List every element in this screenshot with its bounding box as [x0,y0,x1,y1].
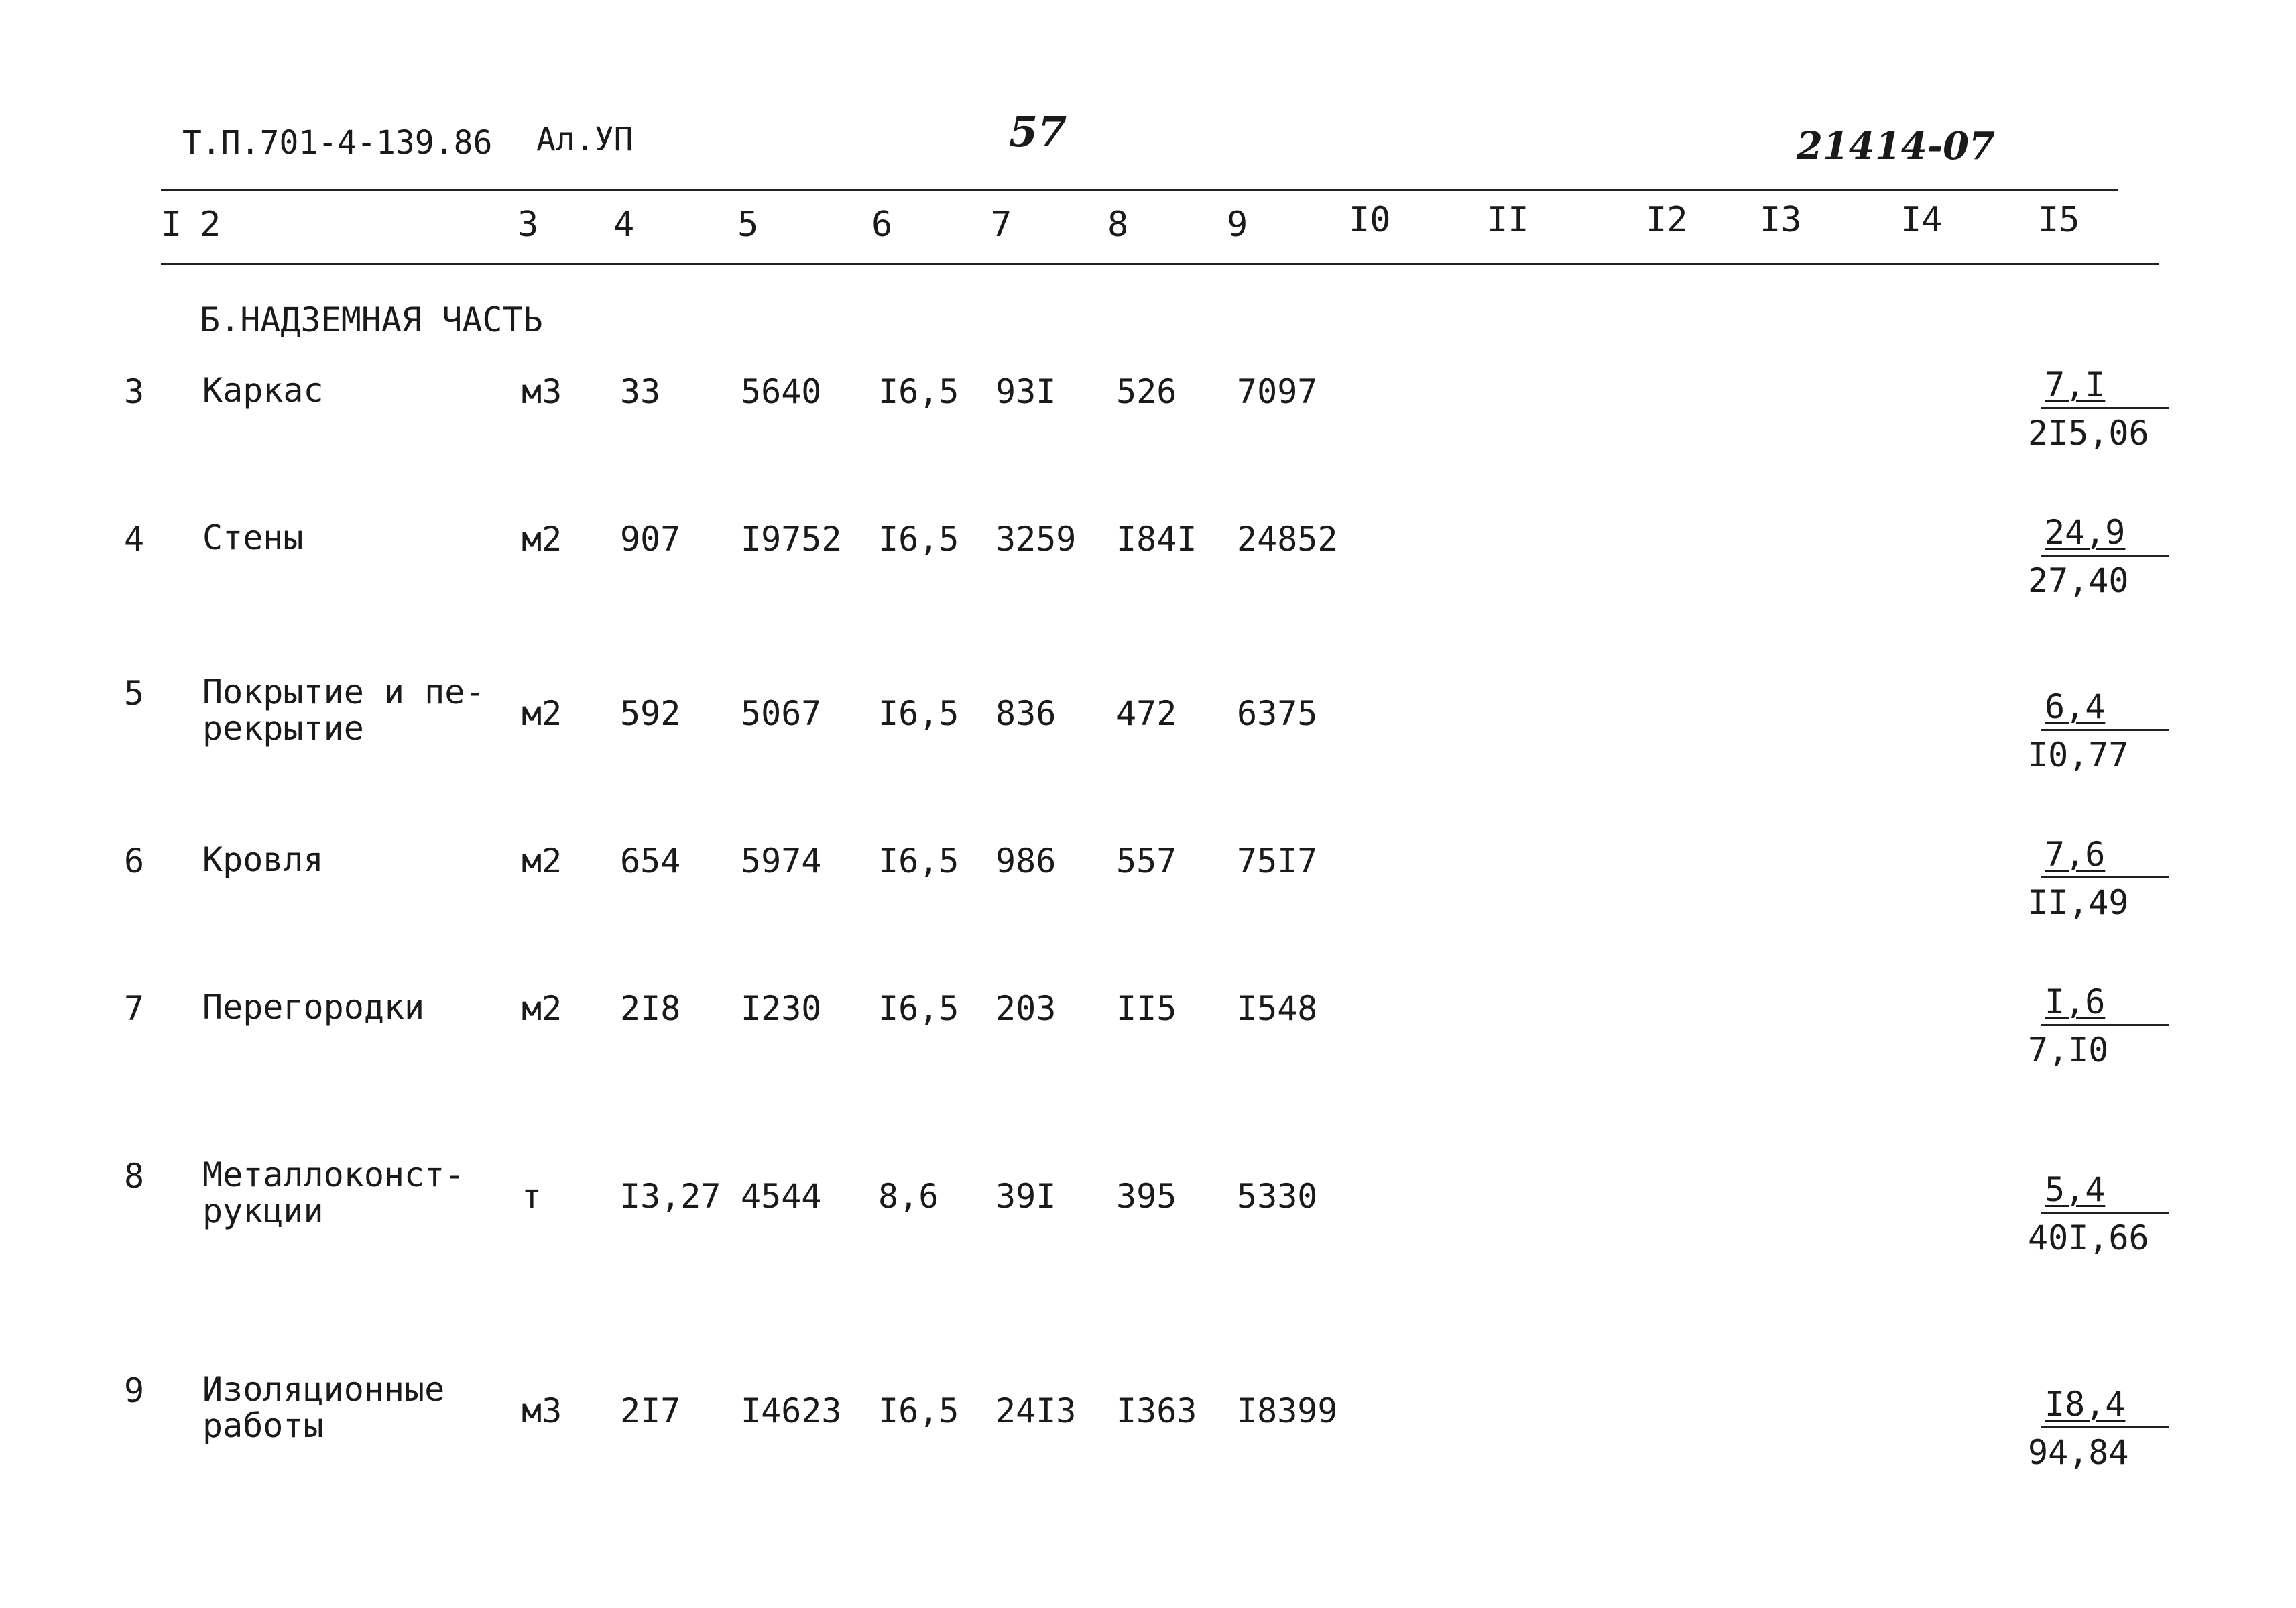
row-number: 5 [124,674,145,713]
row-name: Изоляционные работы [202,1370,445,1445]
column-number: I2 [1646,200,1688,240]
fraction-line [2041,1426,2169,1428]
cell-c8: I84I [1116,520,1197,559]
cell-unit: м2 [522,989,562,1028]
column-number: I5 [2038,200,2080,240]
cell-unit: м2 [522,520,562,559]
fraction-numerator: 5,4 [2045,1170,2106,1209]
cell-c7: 3259 [995,520,1077,559]
cell-c9: 7097 [1237,372,1318,411]
cell-c6: I6,5 [878,520,959,559]
row-name: Стены [202,518,304,557]
row-name: Металлоконст- рукции [202,1155,465,1230]
cell-unit: м3 [522,1391,562,1430]
row-number: 4 [124,520,145,559]
cell-c7: 203 [995,989,1056,1028]
cell-c9: 6375 [1237,694,1318,733]
cell-unit: м2 [522,842,562,880]
row-name: Покрытие и пе- рекрытие [202,673,485,748]
column-number: 8 [1107,205,1129,245]
cell-c8: II5 [1116,989,1177,1028]
row-number: 3 [124,372,145,411]
row-name: Кровля [202,840,324,879]
column-number: I3 [1760,200,1802,240]
fraction-line [2041,407,2169,409]
column-number: 6 [871,205,893,245]
row-number: 6 [124,842,145,880]
row-name: Каркас [202,371,324,410]
fraction-line [2041,876,2169,878]
cell-unit: т [522,1177,542,1216]
cell-c7: 24I3 [995,1391,1077,1430]
page-number: 57 [1009,107,1067,156]
fraction-numerator: 24,9 [2045,513,2126,552]
registry-number: 21414-07 [1797,124,1995,168]
column-number: 4 [613,205,635,245]
column-number: II [1487,200,1529,240]
column-number: I0 [1349,200,1391,240]
cell-c6: I6,5 [878,372,959,411]
cell-c9: 24852 [1237,520,1338,559]
cell-unit: м3 [522,372,562,411]
fraction-denominator: I0,77 [2028,736,2129,774]
cell-c4: 2I7 [620,1391,681,1430]
cell-c8: 557 [1116,842,1177,880]
cell-c9: I548 [1237,989,1318,1028]
cell-c6: I6,5 [878,989,959,1028]
row-number: 8 [124,1157,145,1196]
fraction-line [2041,729,2169,731]
cell-c8: 472 [1116,694,1177,733]
column-number: 5 [737,205,759,245]
cell-c8: 526 [1116,372,1177,411]
cell-c5: 4544 [741,1177,822,1216]
column-number: 7 [991,205,1012,245]
fraction-numerator: 7,I [2045,365,2106,404]
cell-c5: I230 [741,989,822,1028]
header-top-rule [161,189,2118,191]
cell-c5: 5067 [741,694,822,733]
fraction-numerator: I8,4 [2045,1385,2126,1424]
cell-c9: I8399 [1237,1391,1338,1430]
cell-c7: 93I [995,372,1056,411]
cell-c6: I6,5 [878,1391,959,1430]
cell-c4: 2I8 [620,989,681,1028]
cell-c7: 986 [995,842,1056,880]
fraction-numerator: I,6 [2045,982,2106,1021]
cell-c9: 75I7 [1237,842,1318,880]
fraction-denominator: 40I,66 [2028,1218,2149,1257]
fraction-denominator: II,49 [2028,883,2129,922]
cell-unit: м2 [522,694,562,733]
cell-c8: I363 [1116,1391,1197,1430]
cell-c7: 836 [995,694,1056,733]
doc-code: Т.П.701-4-139.86 [182,124,493,162]
album-label: Ал.УП [536,121,633,158]
fraction-denominator: 94,84 [2028,1433,2129,1472]
cell-c5: I9752 [741,520,842,559]
cell-c5: I4623 [741,1391,842,1430]
row-number: 9 [124,1371,145,1410]
cell-c5: 5640 [741,372,822,411]
cell-c5: 5974 [741,842,822,880]
section-title: Б.НАДЗЕМНАЯ ЧАСТЬ [200,300,543,339]
cell-c9: 5330 [1237,1177,1318,1216]
column-number: I [161,205,182,245]
cell-c4: 907 [620,520,681,559]
column-number: 3 [518,205,539,245]
cell-c4: 654 [620,842,681,880]
fraction-line [2041,1024,2169,1026]
fraction-line [2041,555,2169,557]
column-number: 9 [1227,205,1248,245]
column-number: 2 [200,205,221,245]
fraction-numerator: 7,6 [2045,835,2106,874]
cell-c6: 8,6 [878,1177,939,1216]
cell-c4: 33 [620,372,661,411]
row-number: 7 [124,989,145,1028]
fraction-denominator: 2I5,06 [2028,414,2149,453]
fraction-line [2041,1212,2169,1214]
fraction-numerator: 6,4 [2045,687,2106,726]
fraction-denominator: 27,40 [2028,561,2129,600]
header-bottom-rule [161,263,2159,265]
cell-c6: I6,5 [878,694,959,733]
cell-c4: I3,27 [620,1177,721,1216]
fraction-denominator: 7,I0 [2028,1031,2109,1070]
row-name: Перегородки [202,988,425,1027]
cell-c8: 395 [1116,1177,1177,1216]
column-number: I4 [1900,200,1943,240]
cell-c7: 39I [995,1177,1056,1216]
cell-c4: 592 [620,694,681,733]
cell-c6: I6,5 [878,842,959,880]
